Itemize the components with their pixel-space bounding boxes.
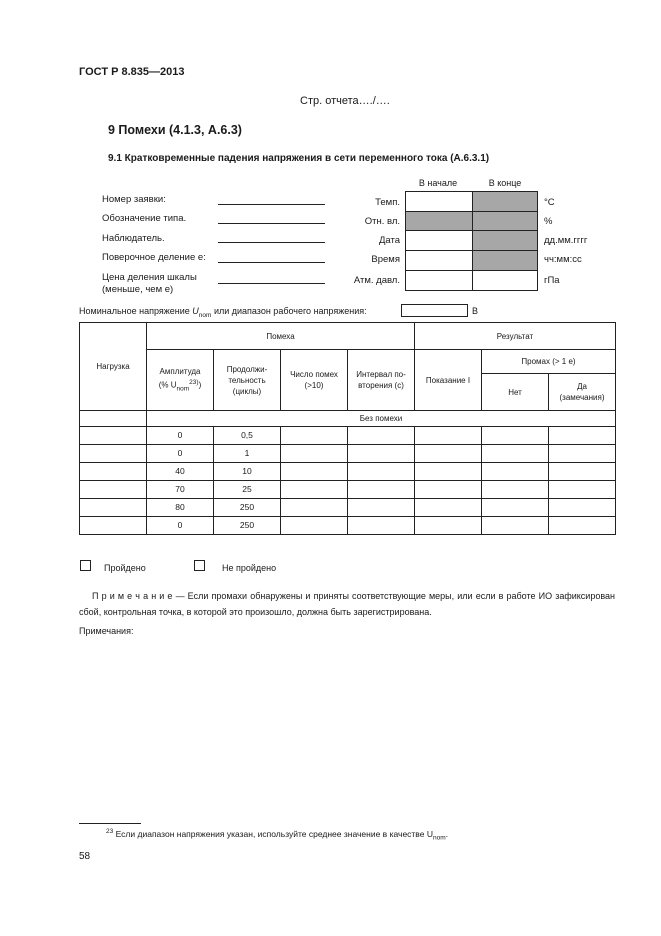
no-interference-row: Без помехи [147,411,616,427]
table-row [80,427,616,445]
condition-unit-date: дд.мм.гггг [544,235,588,246]
duration-cell: 1 [214,445,281,463]
table-row [80,445,616,463]
date-end-cell[interactable] [472,230,538,251]
remarks-label: Примечания: [79,626,134,636]
nominal-voltage-symbol: U [192,306,199,316]
type-designation-field[interactable] [218,223,325,224]
indication-header: Показание I [415,350,482,411]
conditions-col-start: В начале [418,178,458,188]
interference-test-table [79,322,616,535]
footnote-number: 23 [106,828,114,835]
miss-no-header: Нет [482,374,549,411]
condition-unit-humidity: % [544,216,553,227]
table-row [80,517,616,535]
footnote: $^{23}$ Если диапазон напряжения указан, используйте среднее значение в качестве $U_{nom}$. [106,828,448,842]
duration-cell: 25 [214,481,281,499]
duration-cell: 250 [214,499,281,517]
table-row [80,499,616,517]
request-number-field[interactable] [218,204,325,205]
humidity-end-cell[interactable] [472,211,538,231]
amplitude-cell: 70 [147,481,214,499]
amplitude-cell: 0 [147,427,214,445]
duration-cell: 10 [214,463,281,481]
time-start-cell[interactable] [405,250,473,271]
condition-label-humidity: Отн. вл. [364,216,400,227]
condition-label-pressure: Атм. давл. [353,275,400,286]
miss-header: Промах (> 1 e) [482,350,616,374]
verification-division-field[interactable] [218,262,325,263]
amplitude-cell: 0 [147,445,214,463]
condition-label-date: Дата [378,235,400,246]
section-title: 9 Помехи (4.1.3, А.6.3) [108,123,242,137]
nominal-voltage-prefix: Номинальное напряжение [79,306,193,316]
load-header: Нагрузка [80,323,147,411]
condition-unit-pressure: гПа [544,275,560,286]
duration-header: Продолжи- тельность (циклы) [214,350,281,411]
amplitude-header: Амплитуда (% $U_{nom}^{23)}$) [147,350,214,411]
duration-cell: 250 [214,517,281,535]
condition-unit-time: чч:мм:сс [544,254,582,265]
type-designation-label: Обозначение типа. [102,213,187,224]
date-start-cell[interactable] [405,230,473,251]
table-row [80,481,616,499]
condition-unit-temp: °C [544,197,555,208]
note-label: П р и м е ч а н и е [92,591,173,601]
pressure-start-cell[interactable] [405,270,473,291]
amplitude-cell: 0 [147,517,214,535]
page-number: 58 [79,851,91,862]
condition-label-temp: Темп. [375,197,400,208]
pressure-end-cell[interactable] [472,270,538,291]
interference-header: Помеха [147,323,415,350]
document-standard-id: ГОСТ Р 8.835—2013 [79,66,185,78]
request-number-label: Номер заявки: [102,194,166,205]
condition-label-time: Время [371,254,400,265]
temp-end-cell[interactable] [472,191,538,212]
nominal-voltage-suffix: или диапазон рабочего напряжения: [211,306,367,316]
amplitude-cell: 40 [147,463,214,481]
observer-field[interactable] [218,242,325,243]
failed-checkbox[interactable] [194,560,205,571]
interval-header: Интервал по- вторения (с) [348,350,415,411]
time-end-cell[interactable] [472,250,538,271]
duration-cell: 0,5 [214,427,281,445]
humidity-start-cell[interactable] [405,211,473,231]
conditions-col-end: В конце [488,178,522,188]
note-text: — Если промахи обнаружены и приняты соответствующие меры, или если в работе ИО зафиксирован сбой, контрольная точка, в которой это произошло, должна быть зарегистрирована. [79,591,615,617]
scale-division-label-line1: Цена деления шкалы [102,272,197,283]
nominal-voltage-label [79,306,367,319]
footnote-divider [79,823,141,824]
scale-division-label-line2: (меньше, чем e) [102,284,174,295]
nominal-voltage-input[interactable] [401,304,468,317]
passed-label: Пройдено [104,563,146,573]
temp-start-cell[interactable] [405,191,473,212]
note-paragraph [79,588,615,620]
passed-checkbox[interactable] [80,560,91,571]
verification-division-label: Поверочное деление e: [102,252,206,263]
no-interference-load-cell[interactable] [80,411,147,427]
observer-label: Наблюдатель. [102,233,165,244]
result-header: Результат [415,323,616,350]
miss-yes-header: Да (замечания) [549,374,616,411]
nominal-voltage-unit: В [472,306,479,316]
nominal-voltage-subscript: nom [198,311,212,319]
subsection-title: 9.1 Кратковременные падения напряжения в сети переменного тока (А.6.3.1) [108,153,490,164]
report-page-counter: Стр. отчета…./…. [300,95,390,107]
scale-division-field[interactable] [218,283,325,284]
table-row [80,463,616,481]
failed-label: Не пройдено [222,563,277,573]
count-header: Число помех (>10) [281,350,348,411]
amplitude-cell: 80 [147,499,214,517]
